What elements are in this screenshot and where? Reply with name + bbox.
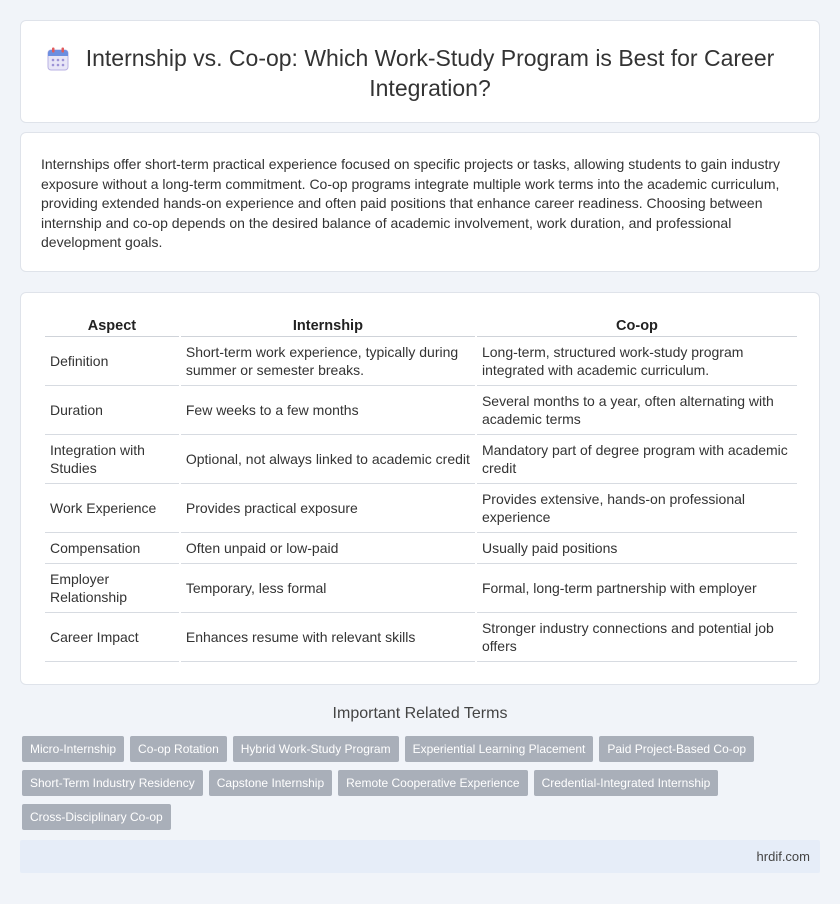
table-row <box>45 613 797 662</box>
cell-aspect: Integration with Studies <box>45 435 179 484</box>
cell-aspect: Career Impact <box>45 613 179 662</box>
cell-aspect: Employer Relationship <box>45 564 179 613</box>
cell-coop: Several months to a year, often alternating with academic terms <box>477 386 797 435</box>
related-term-tag[interactable]: Cross-Disciplinary Co-op <box>22 804 171 830</box>
cell-internship: Short-term work experience, typically during summer or semester breaks. <box>181 337 475 386</box>
header-internship: Internship <box>181 317 475 337</box>
cell-coop: Formal, long-term partnership with employer <box>477 564 797 613</box>
cell-internship: Few weeks to a few months <box>181 386 475 435</box>
cell-coop: Mandatory part of degree program with academic credit <box>477 435 797 484</box>
cell-internship: Temporary, less formal <box>181 564 475 613</box>
cell-coop: Provides extensive, hands-on professional experience <box>477 484 797 533</box>
table-row <box>45 386 797 435</box>
header-aspect: Aspect <box>45 317 179 337</box>
footer <box>20 840 820 873</box>
table-row <box>45 533 797 564</box>
related-term-tag[interactable]: Paid Project-Based Co-op <box>599 736 754 762</box>
related-term-tag[interactable]: Micro-Internship <box>22 736 124 762</box>
comparison-table <box>43 317 799 662</box>
table-row <box>45 484 797 533</box>
cell-coop: Stronger industry connections and potential job offers <box>477 613 797 662</box>
related-term-tag[interactable]: Experiential Learning Placement <box>405 736 594 762</box>
table-row <box>45 435 797 484</box>
related-terms-title: Important Related Terms <box>332 705 508 722</box>
cell-coop: Long-term, structured work-study program integrated with academic curriculum. <box>477 337 797 386</box>
intro-paragraph: Internships offer short-term practical experience focused on specific projects or tasks, allowing students to gain industry exposure without a long-term commitment. Co-op programs integrate multiple work terms into the academic curriculum, providing extended hands-on experience and often paid positions that enhance career readiness. Choosing between internship and co-op depends on the desired balance of academic involvement, work duration, and professional development goals. <box>41 156 780 250</box>
title-card <box>20 20 820 123</box>
related-term-tag[interactable]: Remote Cooperative Experience <box>338 770 527 796</box>
related-term-tag[interactable]: Co-op Rotation <box>130 736 227 762</box>
cell-aspect: Definition <box>45 337 179 386</box>
cell-aspect: Work Experience <box>45 484 179 533</box>
related-term-tag[interactable]: Hybrid Work-Study Program <box>233 736 399 762</box>
related-term-tag[interactable]: Credential-Integrated Internship <box>534 770 719 796</box>
cell-aspect: Compensation <box>45 533 179 564</box>
cell-internship: Optional, not always linked to academic credit <box>181 435 475 484</box>
related-terms-list <box>22 736 812 830</box>
cell-coop: Usually paid positions <box>477 533 797 564</box>
comparison-card <box>20 292 820 685</box>
cell-internship: Enhances resume with relevant skills <box>181 613 475 662</box>
cell-internship: Provides practical exposure <box>181 484 475 533</box>
related-term-tag[interactable]: Capstone Internship <box>209 770 332 796</box>
table-row <box>45 337 797 386</box>
header-coop: Co-op <box>477 317 797 337</box>
cell-aspect: Duration <box>45 386 179 435</box>
table-header-row <box>45 317 797 337</box>
footer-site-link[interactable]: hrdif.com <box>756 849 810 864</box>
intro-card <box>20 132 820 272</box>
table-row <box>45 564 797 613</box>
page-title: Internship vs. Co-op: Which Work-Study Program is Best for Career Integration? <box>85 45 775 101</box>
related-term-tag[interactable]: Short-Term Industry Residency <box>22 770 203 796</box>
cell-internship: Often unpaid or low-paid <box>181 533 475 564</box>
